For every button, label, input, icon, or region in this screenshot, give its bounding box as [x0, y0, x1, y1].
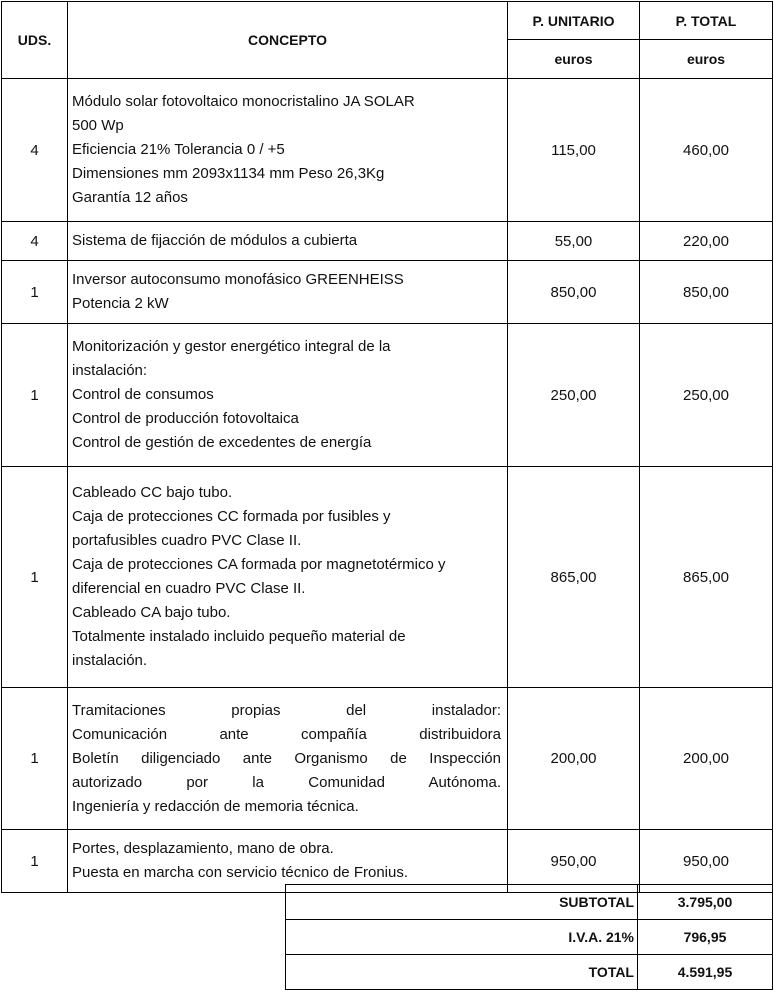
row-concepto	[68, 688, 508, 830]
concepto-line: portafusibles cuadro PVC Clase II.	[72, 532, 302, 549]
row-uds: 1	[2, 830, 68, 893]
concepto-line: Totalmente instalado incluido pequeño material de	[72, 628, 406, 645]
total-label: TOTAL	[286, 955, 638, 990]
concepto-line: Control de gestión de excedentes de energía	[72, 434, 372, 451]
subtotal-value: 3.795,00	[638, 885, 773, 920]
row-p-total: 200,00	[640, 688, 773, 830]
concepto-line: Control de producción fotovoltaica	[72, 410, 299, 427]
table-row	[2, 467, 773, 688]
row-p-total: 865,00	[640, 467, 773, 688]
row-p-unitario: 115,00	[508, 79, 640, 222]
iva-label: I.V.A. 21%	[286, 920, 638, 955]
concepto-line: autorizado por la Comunidad Autónoma.	[72, 773, 501, 791]
header-p-total: P. TOTAL	[640, 2, 773, 40]
table-row	[2, 324, 773, 467]
concepto-line: Garantía 12 años	[72, 189, 188, 206]
concepto-line: Potencia 2 kW	[72, 295, 169, 312]
row-uds: 4	[2, 222, 68, 261]
row-p-unitario: 850,00	[508, 261, 640, 324]
concepto-line: Caja de protecciones CA formada por magnetotérmico y	[72, 556, 446, 573]
concepto-line: diferencial en cuadro PVC Clase II.	[72, 580, 306, 597]
row-concepto	[68, 324, 508, 467]
subtotal-label: SUBTOTAL	[286, 885, 638, 920]
concepto-line: Portes, desplazamiento, mano de obra.	[72, 840, 334, 857]
concepto-line: instalación:	[72, 362, 148, 379]
row-p-unitario: 55,00	[508, 222, 640, 261]
row-uds: 4	[2, 79, 68, 222]
concepto-line: Cableado CC bajo tubo.	[72, 484, 233, 501]
row-concepto	[68, 261, 508, 324]
concepto-line: 500 Wp	[72, 117, 124, 134]
row-uds: 1	[2, 467, 68, 688]
row-p-unitario: 250,00	[508, 324, 640, 467]
row-p-total: 220,00	[640, 222, 773, 261]
total-row	[286, 955, 773, 990]
row-p-unitario: 950,00	[508, 830, 640, 893]
table-row	[2, 222, 773, 261]
table-row	[2, 261, 773, 324]
concepto-line: Dimensiones mm 2093x1134 mm Peso 26,3Kg	[72, 165, 385, 182]
concepto-line: instalación.	[72, 652, 148, 669]
concepto-line: Módulo solar fotovoltaico monocristalino JA SOLAR	[72, 93, 415, 110]
concepto-line: Monitorización y gestor energético integral de la	[72, 338, 391, 355]
iva-value: 796,95	[638, 920, 773, 955]
row-uds: 1	[2, 324, 68, 467]
row-p-total: 250,00	[640, 324, 773, 467]
concepto-line: Comunicación ante compañía distribuidora	[72, 725, 501, 743]
concepto-line: Control de consumos	[72, 386, 214, 403]
row-p-unitario: 865,00	[508, 467, 640, 688]
concepto-line: Boletín diligenciado ante Organismo de Inspección	[72, 749, 501, 767]
row-p-total: 950,00	[640, 830, 773, 893]
row-concepto	[68, 222, 508, 261]
row-uds: 1	[2, 261, 68, 324]
row-uds: 1	[2, 688, 68, 830]
header-uds: UDS.	[2, 2, 68, 79]
iva-row	[286, 920, 773, 955]
row-p-unitario: 200,00	[508, 688, 640, 830]
concepto-line: Ingeniería y redacción de memoria técnica.	[72, 797, 359, 815]
concepto-line: Cableado CA bajo tubo.	[72, 604, 231, 621]
concepto-line: Inversor autoconsumo monofásico GREENHEISS	[72, 271, 404, 288]
row-p-total: 460,00	[640, 79, 773, 222]
table-row	[2, 688, 773, 830]
concepto-line: Puesta en marcha con servicio técnico de Fronius.	[72, 864, 408, 881]
concepto-line: Sistema de fijacción de módulos a cubierta	[72, 232, 358, 249]
row-concepto	[68, 79, 508, 222]
budget-table	[1, 1, 773, 893]
header-concepto: CONCEPTO	[68, 2, 508, 79]
row-concepto	[68, 467, 508, 688]
header-p-unitario: P. UNITARIO	[508, 2, 640, 40]
totals-table	[285, 884, 773, 990]
total-value: 4.591,95	[638, 955, 773, 990]
concepto-line: Tramitaciones propias del instalador:	[72, 701, 501, 719]
subtotal-row	[286, 885, 773, 920]
header-unit-unitario: euros	[508, 40, 640, 79]
row-p-total: 850,00	[640, 261, 773, 324]
table-row	[2, 79, 773, 222]
concepto-line: Caja de protecciones CC formada por fusibles y	[72, 508, 391, 525]
header-row	[2, 2, 773, 40]
header-unit-total: euros	[640, 40, 773, 79]
concepto-line: Eficiencia 21% Tolerancia 0 / +5	[72, 141, 285, 158]
